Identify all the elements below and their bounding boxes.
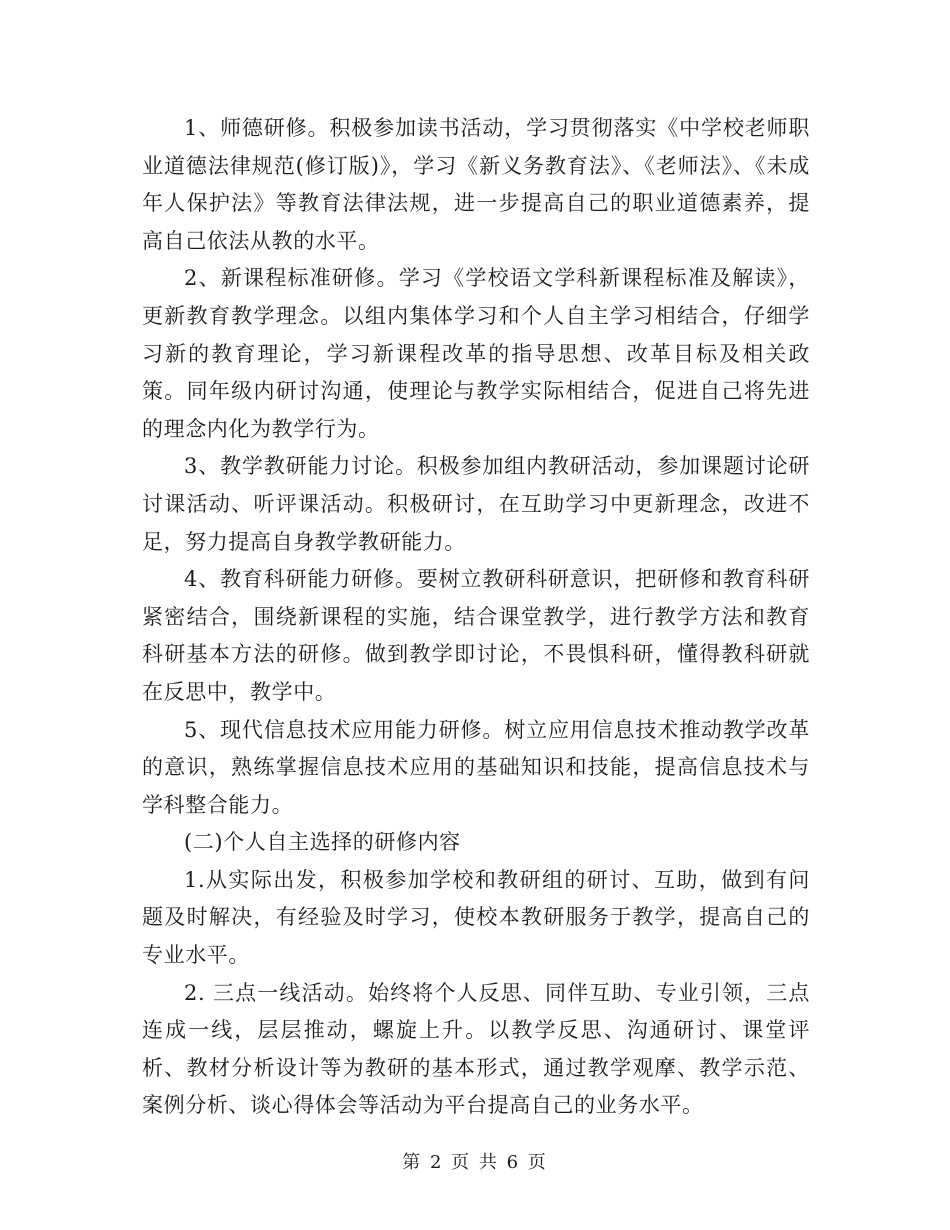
paragraph-education-research: 4、教育科研能力研修。要树立教研科研意识，把研修和教育科研紧密结合，围绕新课程的实施，结合课堂教学，进行教学方法和教育科研基本方法的研修。做到教学即讨论，不畏惧科研，懂得教科研就在反思中，教学中。	[142, 567, 810, 704]
paragraph-curriculum-standards: 2、新课程标准研修。学习《学校语文学科新课程标准及解读》，更新教育教学理念。以组内集体学习和个人自主学习相结合，仔细学习新的教育理论，学习新课程改革的指导思想、改革目标及相关政策。同年级内研讨沟通，使理论与教学实际相结合，促进自己将先进的理念内化为教学行为。	[142, 266, 810, 441]
paragraph-information-technology: 5、现代信息技术应用能力研修。树立应用信息技术推动教学改革的意识，熟练掌握信息技术应用的基础知识和技能，提高信息技术与学科整合能力。	[142, 717, 810, 817]
document-body	[142, 110, 810, 1125]
paragraph-three-point-line: 2. 三点一线活动。始终将个人反思、同伴互助、专业引领，三点连成一线，层层推动，螺旋上升。以教学反思、沟通研讨、课堂评析、教材分析设计等为教研的基本形式，通过教学观摩、教学示范、案例分析、谈心得体会等活动为平台提高自己的业务水平。	[142, 980, 810, 1118]
paragraph-ethics-training: 1、师德研修。积极参加读书活动，学习贯彻落实《中学校老师职业道德法律规范(修订版)》，学习《新义务教育法》、《老师法》、《未成年人保护法》等教育法律法规，进一步提高自己的职业道德素养，提高自己依法从教的水平。	[142, 116, 810, 253]
paragraph-teaching-research: 3、教学教研能力讨论。积极参加组内教研活动，参加课题讨论研讨课活动、听评课活动。积极研讨，在互助学习中更新理念，改进不足，努力提高自身教学教研能力。	[142, 454, 810, 554]
section-heading-self-selected: (二)个人自主选择的研修内容	[184, 830, 461, 855]
page-number-footer: 第 2 页 共 6 页	[402, 1152, 548, 1173]
paragraph-practical-start: 1.从实际出发，积极参加学校和教研组的研讨、互助，做到有问题及时解决，有经验及时学习，使校本教研服务于教学，提高自己的专业水平。	[142, 867, 810, 968]
